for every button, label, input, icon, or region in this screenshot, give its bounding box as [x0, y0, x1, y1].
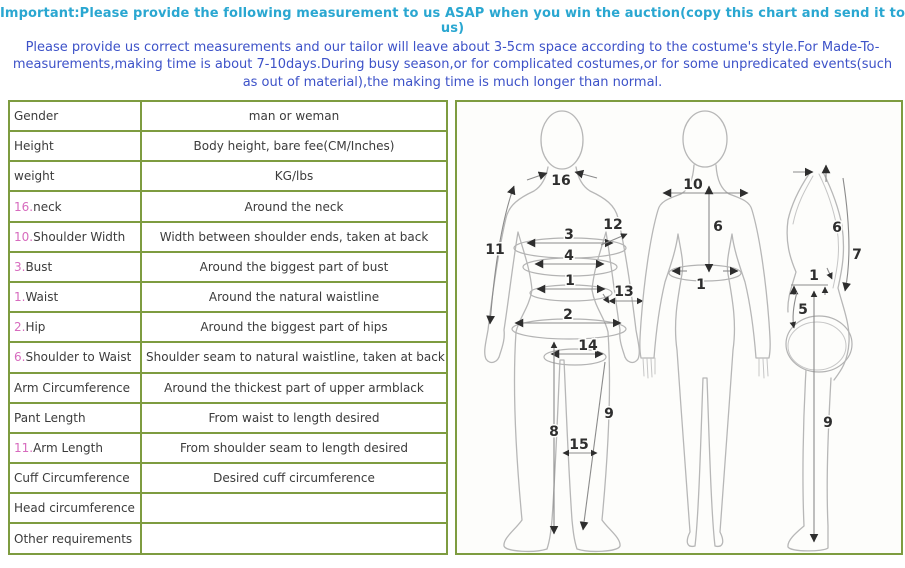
measurement-desc: Around the natural waistline: [141, 282, 447, 312]
table-row: [9, 131, 447, 161]
side-figure: [786, 165, 862, 551]
size-diagram: [455, 100, 903, 555]
measure-number-label: 4: [564, 247, 574, 264]
measure-number-label: 6: [713, 218, 723, 235]
measurement-desc: Around the neck: [141, 191, 447, 221]
table-row: [9, 161, 447, 191]
measurement-desc: Desired cuff circumference: [141, 463, 447, 493]
measurement-label: Cuff Circumference: [9, 463, 141, 493]
measure-number-label: 3: [564, 226, 574, 243]
measure-number-label: 2: [563, 306, 573, 323]
table-row: [9, 222, 447, 252]
measurement-label: 6.Shoulder to Waist: [9, 342, 141, 372]
measurement-label: Other requirements: [9, 523, 141, 553]
page-subtitle: Please provide us correct measurements and our tailor will leave about 3-5cm space according to the costume's style.For Made-To-measurements,making time is about 7-10days.During busy season,or for complicated costumes,or for some unpredicated events(such as out of material),the making time is much longer than normal.: [12, 40, 893, 90]
measurement-desc: Body height, bare fee(CM/Inches): [141, 131, 447, 161]
table-row: [9, 101, 447, 131]
measure-number-label: 9: [823, 414, 833, 431]
measure-number-label: 8: [549, 423, 559, 440]
measurement-desc: man or weman: [141, 101, 447, 131]
measure-number-label: 9: [604, 405, 614, 422]
measure-number-label: 1: [809, 267, 819, 284]
table-row: [9, 252, 447, 282]
body-figures-svg: [457, 102, 901, 553]
table-row: [9, 433, 447, 463]
measure-number-label: 14: [578, 337, 598, 354]
measure-number-label: 11: [485, 241, 505, 258]
back-measure-numbers: [683, 177, 723, 293]
measurement-desc: From waist to length desired: [141, 403, 447, 433]
table-row: [9, 191, 447, 221]
measure-number-label: 1: [696, 276, 706, 293]
page-title: Important:Please provide the following measurement to us ASAP when you win the auction(copy this chart and send it to us): [0, 6, 905, 36]
measurement-label: Height: [9, 131, 141, 161]
measurement-desc: From shoulder seam to length desired: [141, 433, 447, 463]
measurement-label: 1.Waist: [9, 282, 141, 312]
measure-number-label: 5: [798, 301, 808, 318]
measurement-label: 10.Shoulder Width: [9, 222, 141, 252]
measure-number-label: 12: [603, 216, 623, 233]
measure-number-label: 10: [683, 176, 703, 193]
measurement-table: [8, 100, 448, 555]
table-row: [9, 523, 447, 553]
measurement-desc: Shoulder seam to natural waistline, taken at back: [141, 342, 447, 372]
table-row: [9, 403, 447, 433]
measurement-label: 16.neck: [9, 191, 141, 221]
measurement-label: 11.Arm Length: [9, 433, 141, 463]
measure-number-label: 1: [565, 272, 575, 289]
table-row: [9, 342, 447, 372]
measurement-label: Pant Length: [9, 403, 141, 433]
measurement-label: Head circumference: [9, 493, 141, 523]
chart-content: [0, 100, 905, 560]
back-figure: [640, 111, 770, 546]
measurement-desc: Width between shoulder ends, taken at back: [141, 222, 447, 252]
measure-number-label: 7: [852, 246, 862, 263]
measurement-label: 2.Hip: [9, 312, 141, 342]
measure-number-label: 15: [569, 436, 589, 453]
measurement-desc: Around the biggest part of hips: [141, 312, 447, 342]
measurement-desc: [141, 493, 447, 523]
measure-number-label: 16: [551, 172, 571, 189]
measurement-desc: Around the thickest part of upper armblack: [141, 373, 447, 403]
measurement-desc: Around the biggest part of bust: [141, 252, 447, 282]
measurement-label: weight: [9, 161, 141, 191]
table-row: [9, 282, 447, 312]
measurement-desc: [141, 523, 447, 553]
table-row: [9, 312, 447, 342]
table-row: [9, 373, 447, 403]
measurement-label: 3.Bust: [9, 252, 141, 282]
measurement-label: Arm Circumference: [9, 373, 141, 403]
front-figure: [485, 111, 643, 551]
table-row: [9, 463, 447, 493]
measurement-desc: KG/lbs: [141, 161, 447, 191]
table-row: [9, 493, 447, 523]
measurement-label: Gender: [9, 101, 141, 131]
measure-number-label: 13: [614, 283, 634, 300]
measure-number-label: 6: [832, 219, 842, 236]
